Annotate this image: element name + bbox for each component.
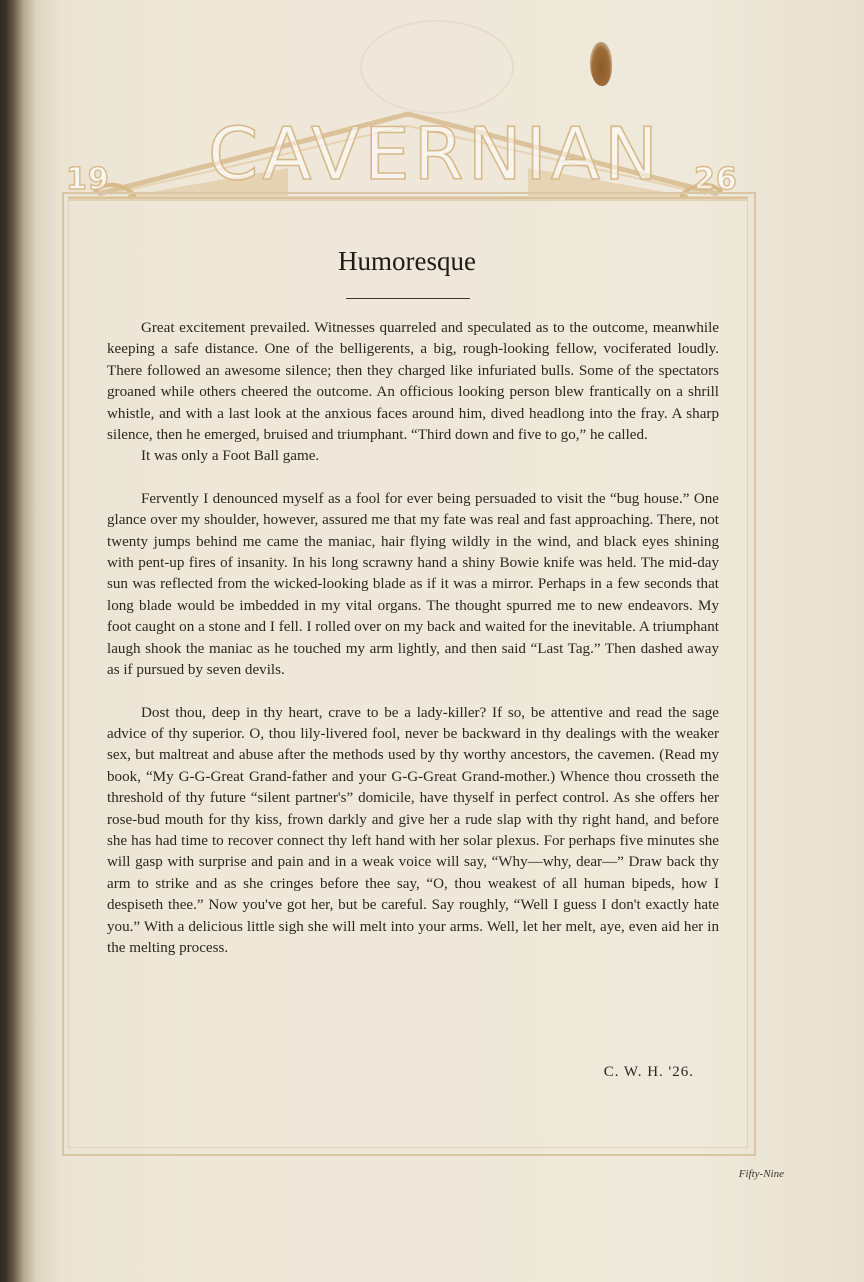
paragraph-maniac: Fervently I denounced myself as a fool for ever being persuaded to visit the “bug house.” One glance over my shoulder, however, assured me that my fate was real and fast approaching. There, not twenty jumps behind me came the maniac, hair flying wildly in the wind, and black eyes shining with pent-up fires of insanity. In his long scrawny hand a shiny Bowie knife was held. The mid-day sun was reflected from the wicked-looking blade as if it was a mirror. Perhaps in a few seconds that long blade would be imbedded in my vital organs. The thought spurred me to new endeavors. My foot caught on a stone and I fell. I rolled over on my back and waited for the inevitable. A triumphant laugh shook the maniac as he touched my arm lightly, and then said “Last Tag.” Then dashed away as if pursued by seven devils.	[107, 490, 719, 679]
banner-year-right: 26	[694, 162, 738, 197]
article-title: Humoresque	[338, 246, 476, 276]
paragraph-lady-killer: Dost thou, deep in thy heart, crave to be a lady-killer? If so, be attentive and read the sage advice of thy superior. O, thou lily-livered fool, never be backward in thy dealings with the weaker sex, but maltreat and abuse after the methods used by thy worthy ancestors, the cavemen. (Read my book, “My G-G-Great Grand-father and your G-G-Great Grand-mother.) Whence thou crosseth the threshold of thy future “silent partner's” domicile, have thyself in perfect control. As she offers her rose-bud mouth for thy kiss, frown darkly and give her a rude slap with thy right hand, and before she has had time to recover connect thy left hand with her solar plexus. For perhaps five minutes she will gasp with surprise and pain and in a weak voice will say, “Why—why, dear—” Draw back thy arm to strike and as she cringes before thee say, “O, thou weakest of all human bipeds, how I despiseth thee.” Now you've got her, but be careful. Say roughly, “Well I guess I don't exactly hate you.” With a delicious little sigh she will melt into your arms. Well, let her melt, aye, even aid her in the melting process.	[107, 704, 719, 956]
article-body	[107, 318, 719, 959]
banner-title: CAVERNIAN	[208, 112, 662, 196]
banner-year-left: 19	[66, 162, 110, 197]
title-divider	[346, 298, 470, 299]
cavernian-banner	[58, 110, 758, 205]
bleed-through-mark	[360, 20, 514, 114]
author-signature: C. W. H. '26.	[603, 1064, 694, 1080]
page-stain	[590, 42, 612, 86]
paragraph-football-punchline: It was only a Foot Ball game.	[141, 448, 320, 465]
page-number: Fifty-Nine	[738, 1168, 784, 1180]
paragraph-football: Great excitement prevailed. Witnesses quarreled and speculated as to the outcome, meanwhile keeping a safe distance. One of the belligerents, a big, rough-looking fellow, vociferated loudly. There followed an awesome silence; then they charged like infuriated bulls. Some of the spectators groaned while others cheered the outcome. An officious looking person blew frantically on a shrill whistle, and with a last look at the anxious faces around him, dived headlong into the fray. A sharp silence, then he emerged, bruised and triumphant. “Third down and five to go,” he called.	[107, 320, 719, 444]
